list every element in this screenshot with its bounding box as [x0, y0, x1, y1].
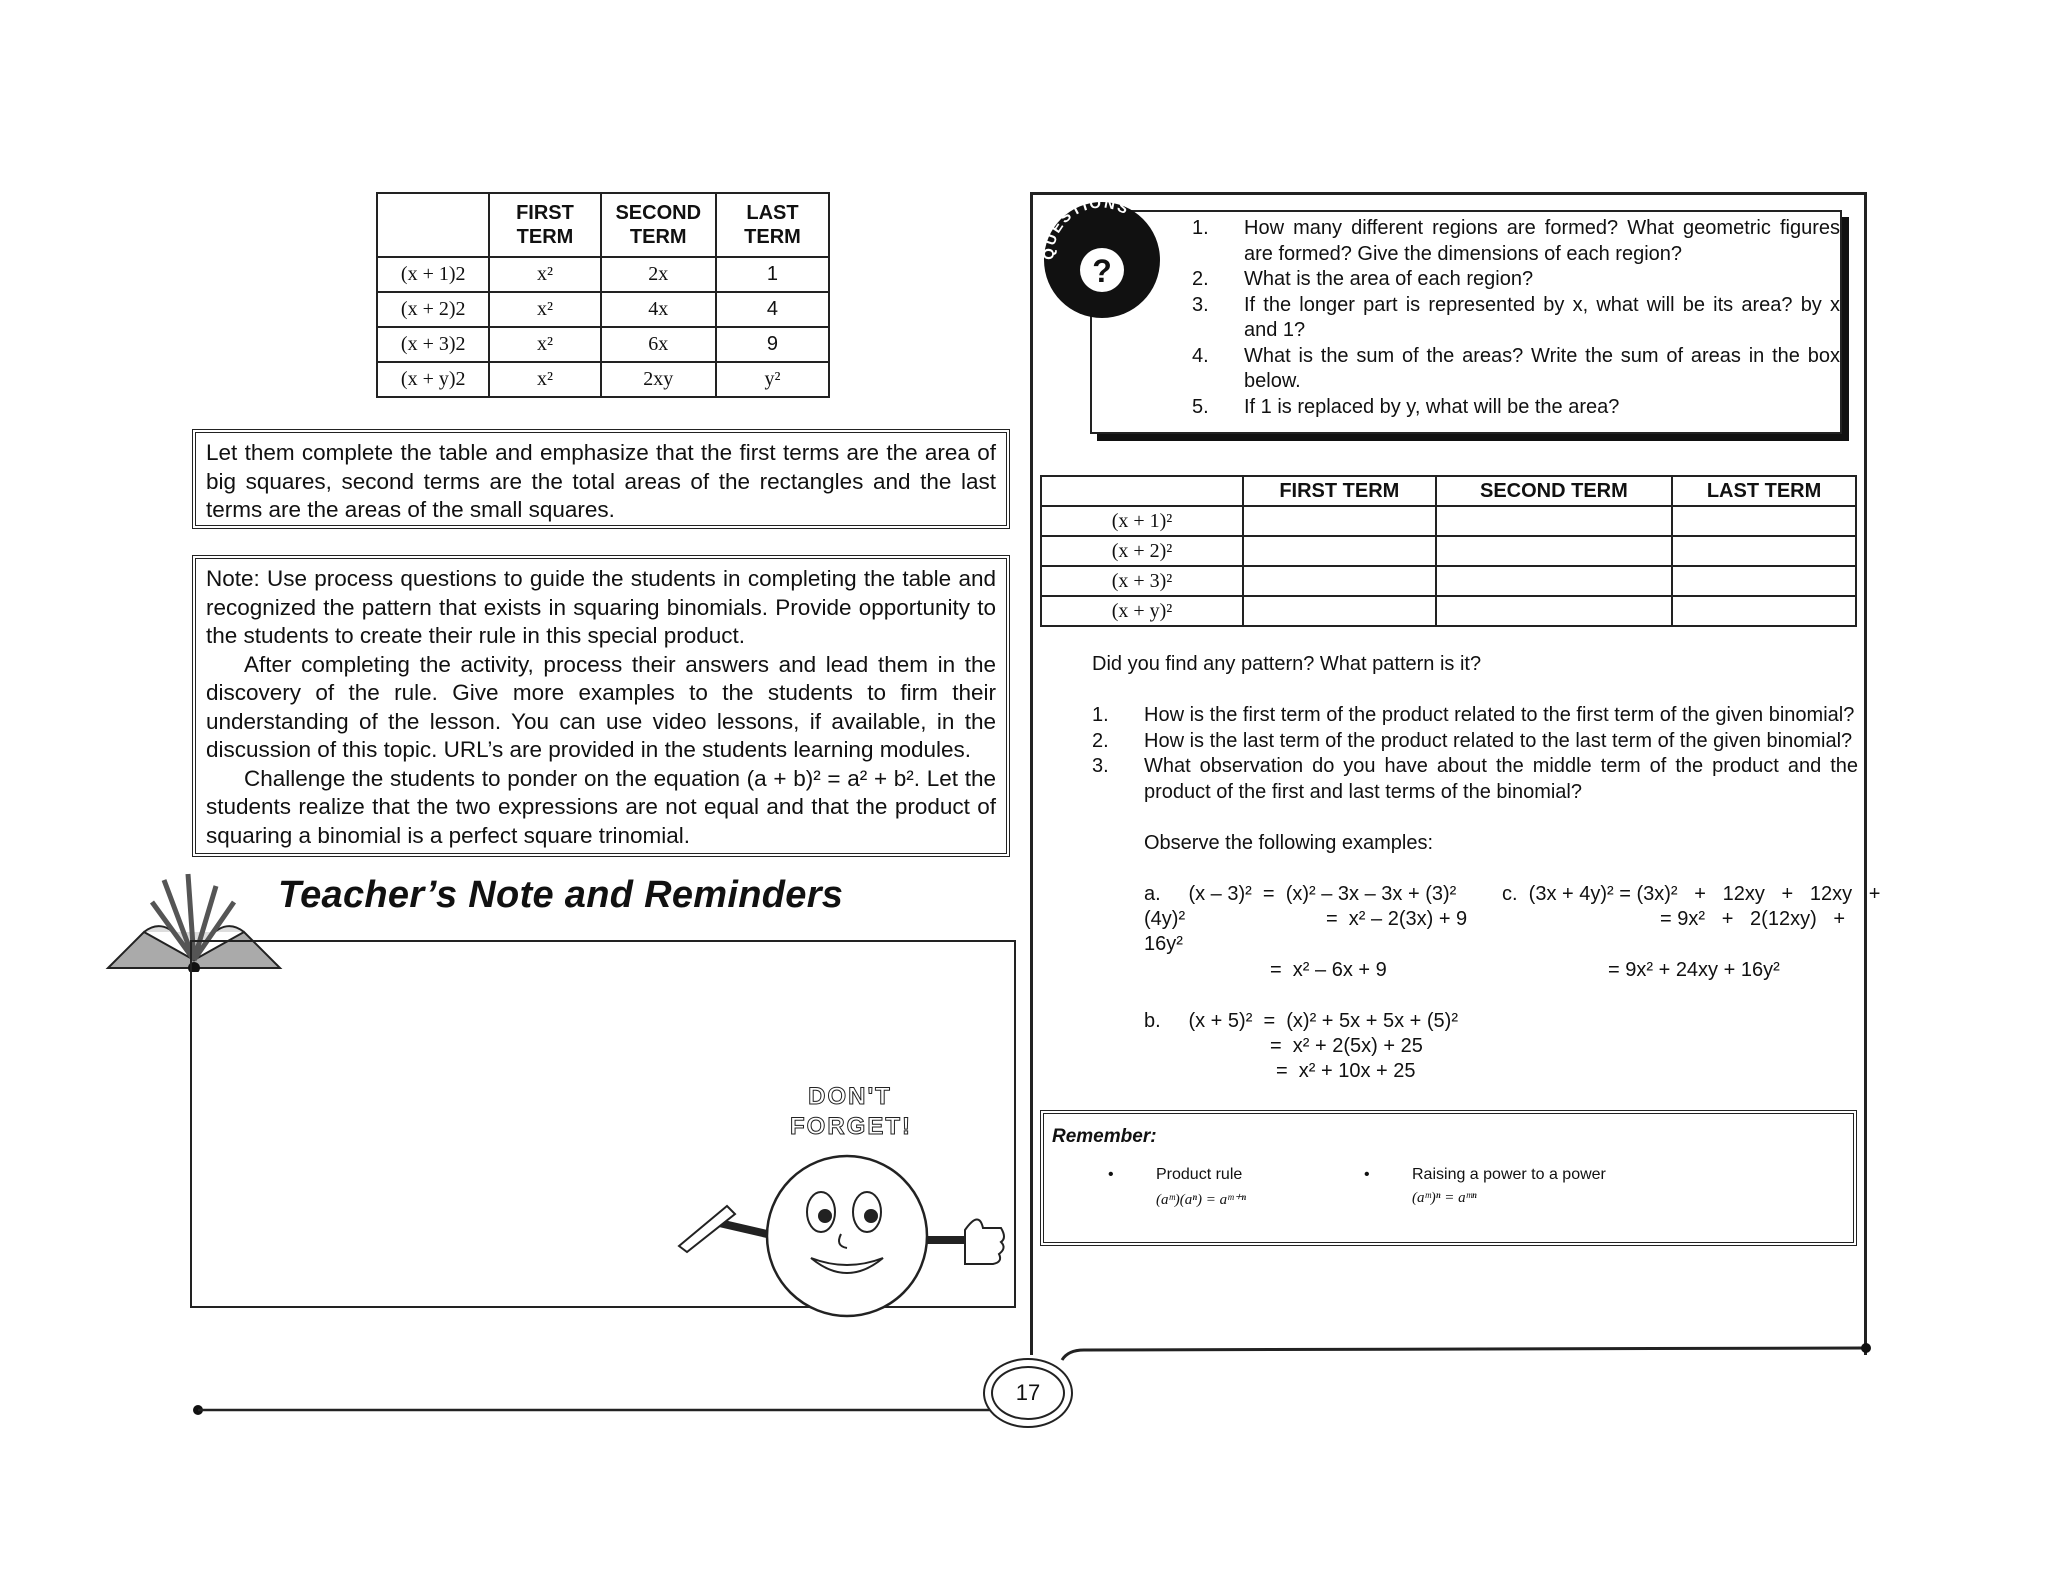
- list-item: 2. How is the last term of the product related to the last term of the given binomial?: [1092, 729, 1853, 752]
- power-rule-formula: (aᵐ)ⁿ = aᵐⁿ: [1412, 1190, 1477, 1206]
- note-paragraph: After completing the activity, process their answers and lead them in the discovery of the rule. Give more examples to the students to firm their understanding of the lesson. You can use video lessons, if available, in the discussion of this topic. URL’s are provided in the students learning modules.: [206, 651, 996, 762]
- pattern-question: Did you find any pattern? What pattern is it?: [1092, 653, 1482, 675]
- table-row: [377, 257, 829, 292]
- example-wrap-text: (4y)²: [1144, 908, 1186, 930]
- questions-box: [1090, 210, 1842, 434]
- table-cell: (x + 3)2: [377, 327, 489, 362]
- answer-cell[interactable]: [1436, 566, 1673, 596]
- table-row: [377, 327, 829, 362]
- table-cell: x²: [489, 362, 600, 397]
- note-paragraph: Challenge the students to ponder on the equation (a + b)² = a² + b². Let the students realize that the two expressions are not equal and that the product of squaring a binomial is a perfect square trinomial.: [206, 765, 996, 848]
- remember-title: Remember:: [1052, 1126, 1157, 1147]
- table-header-first-term: FIRST TERM: [1243, 476, 1436, 506]
- instruction-box: [192, 429, 1010, 529]
- dont-forget-label: DON'T FORGET!: [790, 1083, 912, 1140]
- table-row: [377, 362, 829, 397]
- table-cell: x²: [489, 257, 600, 292]
- product-rule-name: Product rule: [1156, 1166, 1243, 1183]
- table-cell: (x + 1)2: [377, 257, 489, 292]
- table-row: (x + 3)²: [1041, 566, 1856, 596]
- table-row: (x + 2)²: [1041, 536, 1856, 566]
- note-paragraph: Note: Use process questions to guide the students in completing the table and recognized the pattern that exists in squaring binomials. Provide opportunity to the students to create their rule in this special product.: [206, 566, 996, 648]
- list-item: 5. If 1 is replaced by y, what will be the area?: [1192, 395, 1620, 418]
- bullet-icon: •: [1108, 1166, 1114, 1183]
- product-rule-formula: (aᵐ)(aⁿ) = aᵐ⁺ⁿ: [1156, 1192, 1246, 1208]
- list-item: 3. What observation do you have about the middle term of the product and the product of the first and last terms of the binomial?: [1092, 755, 1858, 803]
- table-header-last-term: LAST TERM: [716, 193, 829, 257]
- table-header-blank: [377, 193, 489, 257]
- example-a-line: = x² – 6x + 9: [1270, 959, 1387, 981]
- table-cell: 4: [716, 292, 829, 327]
- questions-badge-icon: [1040, 198, 1160, 318]
- answer-cell[interactable]: [1436, 536, 1673, 566]
- table-cell: (x + 2)2: [377, 292, 489, 327]
- answer-cell[interactable]: [1243, 596, 1436, 626]
- answer-cell[interactable]: [1672, 506, 1856, 536]
- example-a-line: a. (x – 3)² = (x)² – 3x – 3x + (3)²: [1144, 883, 1457, 905]
- table-cell: 1: [716, 257, 829, 292]
- smiley-mascot-icon: [675, 1150, 1025, 1320]
- power-rule-name: Raising a power to a power: [1412, 1166, 1606, 1183]
- table-cell: 2xy: [601, 362, 716, 397]
- table-header-second-term: SECOND TERM: [601, 193, 716, 257]
- page-number-badge: [983, 1358, 1073, 1428]
- bullet-icon: •: [1364, 1166, 1370, 1183]
- table-cell: 6x: [601, 327, 716, 362]
- list-item: 1. How many different regions are formed? What geometric figures are formed? Give the dimensions of each region?: [1192, 217, 1840, 265]
- svg-text:?: ?: [1092, 253, 1112, 289]
- example-c-line: = 9x² + 24xy + 16y²: [1608, 959, 1780, 981]
- example-c-line: c. (3x + 4y)² = (3x)² + 12xy + 12xy +: [1502, 883, 1881, 905]
- example-a-line: = x² – 2(3x) + 9: [1326, 908, 1468, 930]
- remember-box: [1040, 1110, 1857, 1246]
- table-cell: (x + y)2: [377, 362, 489, 397]
- table-cell: 9: [716, 327, 829, 362]
- table-cell: x²: [489, 292, 600, 327]
- table-header-first-term: FIRST TERM: [489, 193, 600, 257]
- right-page-bottom-line: [1060, 1340, 1880, 1380]
- table-row: (x + y)²: [1041, 596, 1856, 626]
- pattern-list: [1092, 703, 1858, 805]
- teacher-note-title: Teacher’s Note and Reminders: [278, 874, 844, 916]
- example-b-line: = x² + 2(5x) + 25: [1270, 1035, 1423, 1057]
- answer-cell[interactable]: [1672, 596, 1856, 626]
- svg-text:QUESTIONS: QUESTIONS: [1040, 198, 1133, 261]
- answer-cell[interactable]: [1243, 536, 1436, 566]
- answer-cell[interactable]: [1672, 566, 1856, 596]
- list-item: 3. If the longer part is represented by x, what will be its area? by x and 1?: [1192, 293, 1840, 341]
- instruction-text: Let them complete the table and emphasize that the first terms are the area of big squares, second terms are the total areas of the rectangles and the last terms are the areas of the small squares.: [206, 440, 996, 522]
- example-wrap-text: 16y²: [1144, 933, 1183, 955]
- note-box: [192, 555, 1010, 857]
- table-header-last-term: LAST TERM: [1672, 476, 1856, 506]
- table-cell: x²: [489, 327, 600, 362]
- table-row: (x + 1)²: [1041, 506, 1856, 536]
- answer-cell[interactable]: [1243, 566, 1436, 596]
- example-b-line: b. (x + 5)² = (x)² + 5x + 5x + (5)²: [1144, 1010, 1458, 1032]
- example-b-line: = x² + 10x + 25: [1276, 1060, 1416, 1082]
- terms-table-left: [376, 192, 830, 398]
- answer-cell[interactable]: [1436, 596, 1673, 626]
- list-item: 4. What is the sum of the areas? Write the sum of areas in the box below.: [1192, 344, 1840, 392]
- table-header-second-term: SECOND TERM: [1436, 476, 1673, 506]
- page-number: 17: [991, 1366, 1065, 1420]
- questions-list: [1192, 216, 1840, 420]
- page-divider-line: [190, 1378, 1010, 1418]
- list-item: 1. How is the first term of the product related to the first term of the given binomial?: [1092, 704, 1855, 726]
- table-header-blank: [1041, 476, 1243, 506]
- answer-cell[interactable]: [1436, 506, 1673, 536]
- terms-table-right: [1040, 475, 1857, 627]
- example-c-line: = 9x² + 2(12xy) +: [1660, 908, 1846, 930]
- observe-label: Observe the following examples:: [1144, 832, 1434, 854]
- table-cell: y²: [716, 362, 829, 397]
- answer-cell[interactable]: [1243, 506, 1436, 536]
- table-cell: 2x: [601, 257, 716, 292]
- table-cell: 4x: [601, 292, 716, 327]
- list-item: 2. What is the area of each region?: [1192, 268, 1534, 290]
- answer-cell[interactable]: [1672, 536, 1856, 566]
- table-row: [377, 292, 829, 327]
